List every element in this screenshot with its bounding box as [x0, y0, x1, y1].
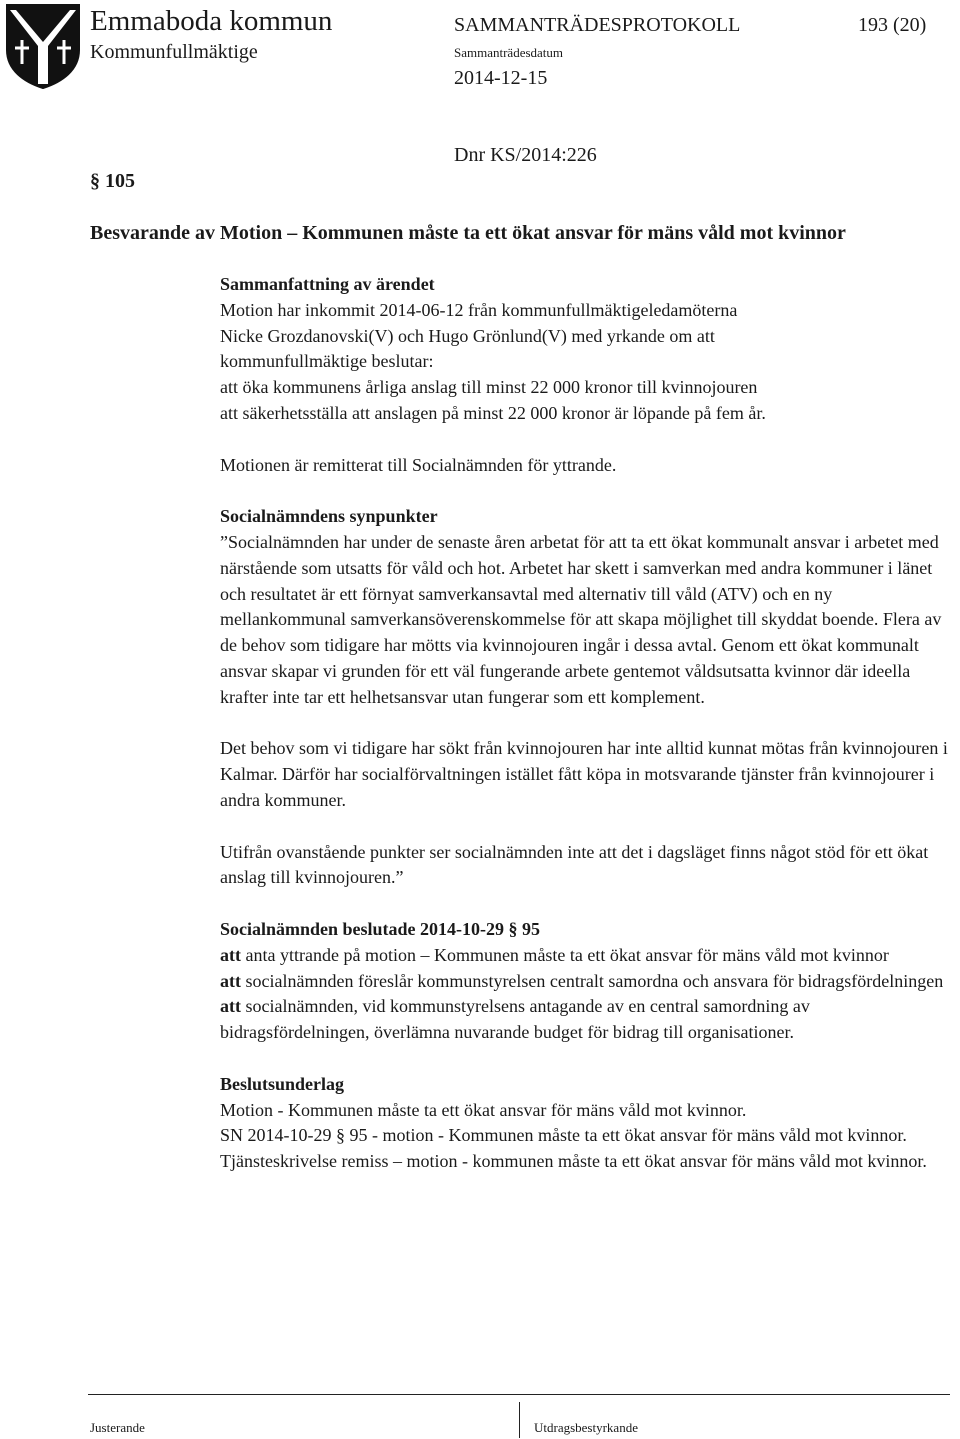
- case-number: Dnr KS/2014:226: [454, 144, 597, 166]
- governing-body: Kommunfullmäktige: [90, 41, 258, 63]
- document-body: [220, 272, 955, 1175]
- summary-line: att öka kommunens årliga anslag till minst 22 000 kronor till kvinnojouren: [220, 377, 758, 398]
- basis-item: SN 2014-10-29 § 95 - motion - Kommunen måste ta ett ökat ansvar för mäns våld mot kvinnor.: [220, 1125, 907, 1146]
- coat-of-arms-icon: [4, 2, 82, 90]
- basis-item: Tjänsteskrivelse remiss – motion - kommunen måste ta ett ökat ansvar för mäns våld mot kvinnor.: [220, 1151, 927, 1172]
- decision-heading: Socialnämnden beslutade 2014-10-29 § 95: [220, 918, 541, 939]
- paragraph-number: § 105: [90, 170, 135, 192]
- adjuster-label: Justerande: [90, 1420, 145, 1435]
- views-paragraph: Utifrån ovanstående punkter ser socialnämnden inte att det i dagsläget finns något stöd för ett ökat anslag till kvinnojouren.”: [220, 841, 929, 888]
- summary-heading: Sammanfattning av ärendet: [220, 274, 435, 294]
- basis-item: Motion - Kommunen måste ta ett ökat ansvar för mäns våld mot kvinnor.: [220, 1099, 747, 1120]
- summary-line: Nicke Grozdanovski(V) och Hugo Grönlund(V) med yrkande om att: [220, 325, 715, 346]
- decision-item: [220, 994, 955, 1046]
- summary-line: kommunfullmäktige beslutar:: [220, 351, 434, 372]
- decision-text: socialnämnden, vid kommunstyrelsens antagande av en central samordning av bidragsfördelningen, överlämna nuvarande budget för bidrag till organisationer.: [220, 996, 810, 1043]
- decision-keyword: att: [220, 944, 241, 965]
- protocol-type: SAMMANTRÄDESPROTOKOLL: [454, 14, 741, 36]
- footer-divider: [88, 1394, 950, 1395]
- remitted-note: Motionen är remitterat till Socialnämnden för yttrande.: [220, 454, 617, 475]
- views-heading: Socialnämndens synpunkter: [220, 506, 438, 527]
- summary-line: att säkerhetsställa att anslagen på minst 22 000 kronor är löpande på fem år.: [220, 402, 766, 423]
- case-title: Besvarande av Motion – Kommunen måste ta ett ökat ansvar för mäns våld mot kvinnor: [90, 222, 846, 244]
- decision-keyword: att: [220, 970, 241, 991]
- decision-item: [220, 969, 955, 995]
- decision-text: socialnämnden föreslår kommunstyrelsen centralt samordna och ansvara för bidragsfördelningen: [241, 970, 944, 991]
- extract-certification-label: Utdragsbestyrkande: [534, 1420, 638, 1435]
- meeting-date: 2014-12-15: [454, 67, 548, 89]
- views-paragraph: Det behov som vi tidigare har sökt från kvinnojouren har inte alltid kunnat mötas från kvinnojouren i Kalmar. Därför har socialförvaltningen istället fått köpa in motsvarande tjänster från kvinnojourer i andra kommuner.: [220, 738, 948, 810]
- decision-item: [220, 943, 955, 969]
- municipality-coat-of-arms-logo: [4, 2, 82, 90]
- decision-text: anta yttrande på motion – Kommunen måste ta ett ökat ansvar för mäns våld mot kvinnor: [241, 944, 889, 965]
- meeting-date-label: Sammanträdesdatum: [454, 45, 564, 60]
- basis-heading: Beslutsunderlag: [220, 1073, 345, 1094]
- page-number: 193 (20): [858, 14, 927, 36]
- municipality-name: Emmaboda kommun: [90, 5, 333, 37]
- footer-column-divider: [519, 1402, 520, 1438]
- decision-keyword: att: [220, 996, 241, 1017]
- summary-line: Motion har inkommit 2014-06-12 från kommunfullmäktigeledamöterna: [220, 299, 738, 320]
- views-paragraph: ”Socialnämnden har under de senaste åren arbetat för att ta ett ökat kommunalt ansvar i arbetet med närstående som utsatts för våld och hot. Arbetet har skett i samverkan med andra kommuner i länet och resultatet är ett förnyat samverkansavtal med alternativ till våld (ATV) och en ny mellankommunal samverkansöverenskommelse för att skapa möjlighet till skyddat boende. Flera av de behov som tidigare har mötts via kvinnojouren ingår i dessa avtal. Genom ett ökat kommunalt ansvar skapar vi grunden för ett väl fungerande arbete gentemot våldsutsatta kvinnor där ideella krafter inte tar ett helhetsansvar utan fungerar som ett komplement.: [220, 531, 942, 707]
